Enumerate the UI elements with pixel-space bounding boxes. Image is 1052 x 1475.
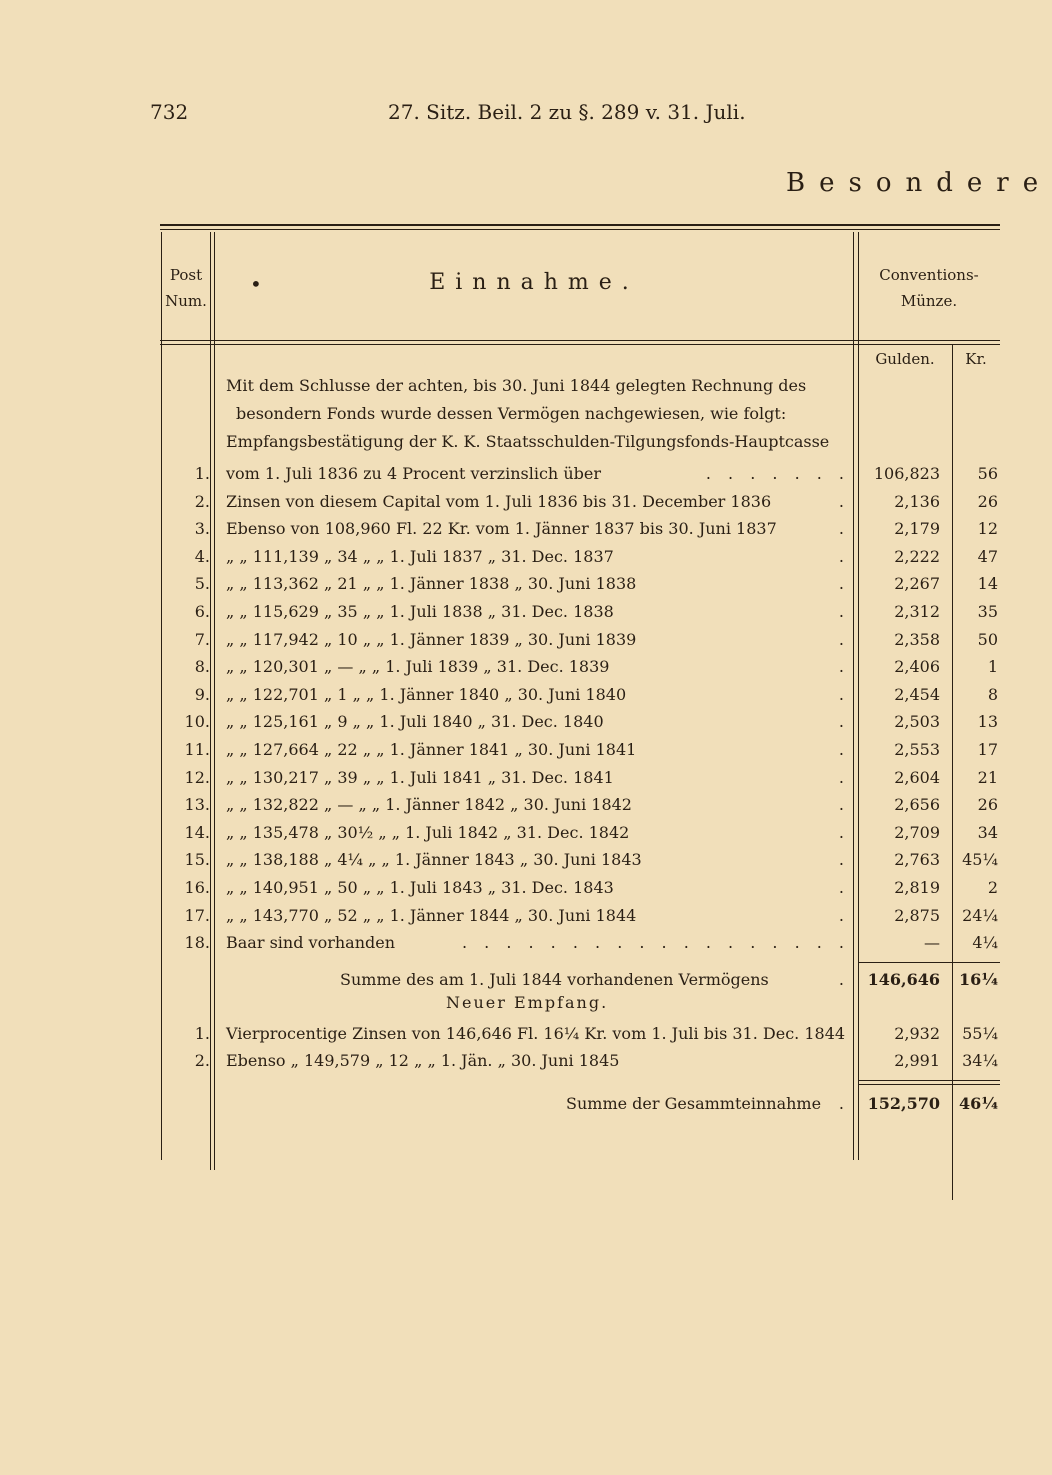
- table-row: [160, 653, 1000, 680]
- row-text: Zinsen von diesem Capital vom 1. Juli 1836 bis 31. December 1836: [226, 492, 772, 511]
- row-dots: . . . . . . .: [705, 464, 850, 483]
- new-row-kreuzer: 55¼: [962, 1024, 998, 1043]
- row-number: 18.: [184, 933, 210, 952]
- row-gulden: 2,179: [894, 519, 940, 538]
- row-dots: .: [838, 519, 850, 538]
- sum1-row: [160, 966, 1000, 993]
- row-kreuzer: 50: [977, 630, 998, 649]
- row-text: „ „ 115,629 „ 35 „ „ 1. Juli 1838 „ 31. Dec. 1838: [226, 602, 614, 621]
- row-text: vom 1. Juli 1836 zu 4 Procent verzinslich über: [226, 464, 601, 483]
- row-dots: .: [838, 657, 850, 676]
- sum1-dots: .: [838, 970, 850, 989]
- sum1-rule: [858, 962, 1000, 963]
- table-row: [160, 543, 1000, 570]
- row-kreuzer: 1: [987, 657, 998, 676]
- bullet-mark: •: [250, 272, 262, 296]
- row-text: „ „ 140,951 „ 50 „ „ 1. Juli 1843 „ 31. Dec. 1843: [226, 878, 614, 897]
- new-row-gulden: 2,932: [894, 1024, 940, 1043]
- num-label: Num.: [165, 292, 207, 310]
- row-kreuzer: 14: [977, 574, 998, 593]
- row-text: „ „ 143,770 „ 52 „ „ 1. Jänner 1844 „ 30. Juni 1844: [226, 906, 637, 925]
- table-row: [160, 929, 1000, 956]
- row-gulden: 2,267: [894, 574, 940, 593]
- item-1-line-1: Empfangsbestätigung der K. K. Staatsschulden-Tilgungsfonds-Hauptcasse: [226, 432, 830, 451]
- row-text: „ „ 113,362 „ 21 „ „ 1. Jänner 1838 „ 30. Juni 1838: [226, 574, 637, 593]
- row-number: 13.: [184, 795, 210, 814]
- kreuzer-header: Kr.: [965, 350, 987, 368]
- row-dots: .: [838, 602, 850, 621]
- row-gulden: 106,823: [873, 464, 940, 483]
- table-row: [160, 626, 1000, 653]
- row-number: 17.: [184, 906, 210, 925]
- row-kreuzer: 45¼: [962, 850, 998, 869]
- row-gulden: 2,406: [894, 657, 940, 676]
- row-kreuzer: 56: [977, 464, 998, 483]
- row-kreuzer: 26: [977, 492, 998, 511]
- row-number: 8.: [194, 657, 210, 676]
- row-text: „ „ 135,478 „ 30½ „ „ 1. Juli 1842 „ 31. Dec. 1842: [226, 823, 630, 842]
- row-text: „ „ 117,942 „ 10 „ „ 1. Jänner 1839 „ 30. Juni 1839: [226, 630, 637, 649]
- table-row: [160, 874, 1000, 901]
- sum2-label: Summe der Gesammteinnahme: [566, 1094, 822, 1113]
- running-head: 27. Sitz. Beil. 2 zu §. 289 v. 31. Juli.: [388, 100, 746, 124]
- row-dots: .: [838, 823, 850, 842]
- table-row: [160, 515, 1000, 542]
- row-dots: .: [838, 850, 850, 869]
- row-dots: .: [838, 712, 850, 731]
- row-gulden: 2,763: [894, 850, 940, 869]
- new-row-1: [160, 1020, 1000, 1047]
- row-text: „ „ 122,701 „ 1 „ „ 1. Jänner 1840 „ 30. Juni 1840: [226, 685, 627, 704]
- row-kreuzer: 12: [977, 519, 998, 538]
- header-bottom-rule-2: [160, 344, 1000, 345]
- row-kreuzer: 26: [977, 795, 998, 814]
- muenze-label: Münze.: [900, 292, 958, 310]
- row-text: „ „ 130,217 „ 39 „ „ 1. Juli 1841 „ 31. Dec. 1841: [226, 768, 614, 787]
- row-dots: .: [838, 630, 850, 649]
- row-number: 12.: [184, 768, 210, 787]
- row-text: Baar sind vorhanden: [226, 933, 396, 952]
- row-text: Ebenso von 108,960 Fl. 22 Kr. vom 1. Jänner 1837 bis 30. Juni 1837: [226, 519, 777, 538]
- sum1-kreuzer: 16¼: [959, 970, 998, 989]
- row-dots: .: [838, 768, 850, 787]
- row-number: 14.: [184, 823, 210, 842]
- post-num-header: [162, 262, 210, 314]
- table-row: [160, 488, 1000, 515]
- neuer-empfang-heading: Neuer Empfang.: [446, 993, 609, 1012]
- row-number: 7.: [194, 630, 210, 649]
- row-dots: .: [838, 685, 850, 704]
- row-text: „ „ 127,664 „ 22 „ „ 1. Jänner 1841 „ 30. Juni 1841: [226, 740, 637, 759]
- row-gulden: 2,875: [894, 906, 940, 925]
- row-kreuzer: 8: [987, 685, 998, 704]
- new-row-text: Ebenso „ 149,579 „ 12 „ „ 1. Jän. „ 30. Juni 1845: [226, 1051, 620, 1070]
- row-kreuzer: 24¼: [962, 906, 998, 925]
- row-dots: .: [838, 740, 850, 759]
- sum2-rule: [858, 1080, 1000, 1081]
- table-row: [160, 791, 1000, 818]
- intro-line-2: besondern Fonds wurde dessen Vermögen nachgewiesen, wie folgt:: [236, 404, 787, 423]
- conventions-label: Conventions-: [879, 266, 979, 284]
- table-top-rule-thin: [160, 229, 1000, 230]
- intro-line-1: Mit dem Schlusse der achten, bis 30. Juni 1844 gelegten Rechnung des: [226, 376, 807, 395]
- new-row-kreuzer: 34¼: [962, 1051, 998, 1070]
- row-kreuzer: 4¼: [972, 933, 998, 952]
- table-row: [160, 460, 1000, 487]
- gulden-header: Gulden.: [875, 350, 935, 368]
- row-number: 9.: [194, 685, 210, 704]
- row-text: „ „ 138,188 „ 4¼ „ „ 1. Jänner 1843 „ 30. Juni 1843: [226, 850, 642, 869]
- row-number: 5.: [194, 574, 210, 593]
- row-gulden: 2,312: [894, 602, 940, 621]
- table-row: [160, 902, 1000, 929]
- row-kreuzer: 47: [977, 547, 998, 566]
- row-dots: .: [838, 492, 850, 511]
- table-row: [160, 598, 1000, 625]
- new-row-number: 1.: [194, 1024, 210, 1043]
- table-row: [160, 708, 1000, 735]
- sum1-gulden: 146,646: [867, 970, 940, 989]
- table-row: [160, 681, 1000, 708]
- sum2-row: [160, 1090, 1000, 1117]
- new-row-gulden: 2,991: [894, 1051, 940, 1070]
- header-bottom-rule: [160, 340, 1000, 341]
- row-number: 15.: [184, 850, 210, 869]
- section-title: Besondere: [786, 168, 1052, 198]
- row-dots: .: [838, 795, 850, 814]
- row-dots: .: [838, 547, 850, 566]
- sum2-gulden: 152,570: [867, 1094, 940, 1113]
- row-gulden: 2,604: [894, 768, 940, 787]
- sum2-kreuzer: 46¼: [959, 1094, 998, 1113]
- table-row: [160, 846, 1000, 873]
- row-text: „ „ 125,161 „ 9 „ „ 1. Juli 1840 „ 31. Dec. 1840: [226, 712, 604, 731]
- new-row-text: Vierprocentige Zinsen von 146,646 Fl. 16¼ Kr. vom 1. Juli bis 31. Dec. 1844: [226, 1024, 846, 1043]
- row-dots: .: [838, 574, 850, 593]
- new-row-number: 2.: [194, 1051, 210, 1070]
- row-kreuzer: 17: [977, 740, 998, 759]
- sum2-rule-2: [858, 1084, 1000, 1085]
- new-row-2: [160, 1047, 1000, 1074]
- row-text: „ „ 120,301 „ — „ „ 1. Juli 1839 „ 31. Dec. 1839: [226, 657, 610, 676]
- row-gulden: —: [924, 933, 940, 952]
- row-gulden: 2,454: [894, 685, 940, 704]
- table-row: [160, 764, 1000, 791]
- row-number: 6.: [194, 602, 210, 621]
- row-dots: .: [838, 878, 850, 897]
- row-gulden: 2,222: [894, 547, 940, 566]
- row-number: 10.: [184, 712, 210, 731]
- sum1-label: Summe des am 1. Juli 1844 vorhandenen Vermögens: [340, 970, 769, 989]
- row-number: 3.: [194, 519, 210, 538]
- row-number: 1.: [194, 464, 210, 483]
- row-gulden: 2,136: [894, 492, 940, 511]
- row-gulden: 2,358: [894, 630, 940, 649]
- row-dots: .: [838, 906, 850, 925]
- row-dots: . . . . . . . . . . . . . . . . . .: [461, 933, 850, 952]
- table-row: [160, 736, 1000, 763]
- row-kreuzer: 13: [977, 712, 998, 731]
- row-kreuzer: 35: [977, 602, 998, 621]
- row-kreuzer: 34: [977, 823, 998, 842]
- row-gulden: 2,656: [894, 795, 940, 814]
- post-label: Post: [169, 266, 203, 284]
- row-gulden: 2,709: [894, 823, 940, 842]
- row-gulden: 2,503: [894, 712, 940, 731]
- row-gulden: 2,819: [894, 878, 940, 897]
- row-text: „ „ 111,139 „ 34 „ „ 1. Juli 1837 „ 31. Dec. 1837: [226, 547, 614, 566]
- row-kreuzer: 2: [987, 878, 998, 897]
- einnahme-header: Einnahme.: [429, 270, 639, 295]
- row-text: „ „ 132,822 „ — „ „ 1. Jänner 1842 „ 30. Juni 1842: [226, 795, 632, 814]
- page-number: 732: [150, 100, 189, 124]
- conventions-muenze-header: [858, 262, 1000, 314]
- row-number: 2.: [194, 492, 210, 511]
- sum2-dots: .: [838, 1094, 850, 1113]
- table-top-rule: [160, 224, 1000, 226]
- row-number: 16.: [184, 878, 210, 897]
- row-number: 4.: [194, 547, 210, 566]
- row-gulden: 2,553: [894, 740, 940, 759]
- row-kreuzer: 21: [977, 768, 998, 787]
- row-number: 11.: [184, 740, 210, 759]
- table-row: [160, 570, 1000, 597]
- table-row: [160, 819, 1000, 846]
